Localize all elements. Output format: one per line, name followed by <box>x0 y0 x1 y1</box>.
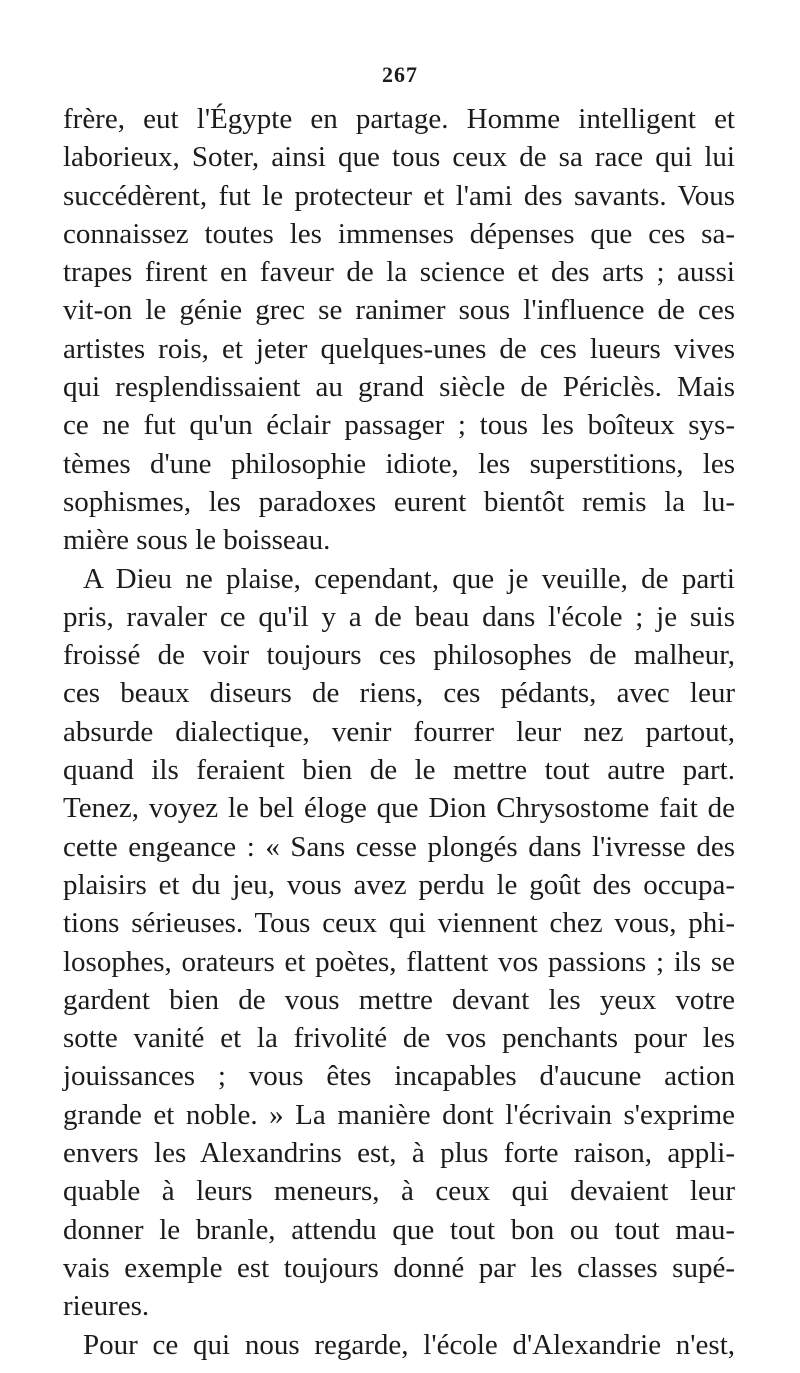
body-text <box>63 100 735 1364</box>
text-line: vais exemple est toujours donné par les classes supé- <box>63 1251 735 1284</box>
text-line: Tenez, voyez le bel éloge que Dion Chrysostome fait de <box>63 792 735 825</box>
text-line: ces beaux diseurs de riens, ces pédants, avec leur <box>63 677 735 710</box>
text-line: A Dieu ne plaise, cependant, que je veuille, de parti <box>83 562 735 595</box>
text-line: absurde dialectique, venir fourrer leur nez partout, <box>63 715 735 748</box>
text-line: Pour ce qui nous regarde, l'école d'Alexandrie n'est, <box>83 1328 735 1361</box>
text-line: tèmes d'une philosophie idiote, les superstitions, les <box>63 447 735 480</box>
text-line: quand ils feraient bien de le mettre tout autre part. <box>63 754 735 787</box>
text-line: laborieux, Soter, ainsi que tous ceux de sa race qui lui <box>63 141 735 174</box>
text-line: plaisirs et du jeu, vous avez perdu le goût des occupa- <box>63 868 735 901</box>
text-line: envers les Alexandrins est, à plus forte raison, appli- <box>63 1137 735 1170</box>
text-line: cette engeance : « Sans cesse plongés dans l'ivresse des <box>63 830 735 863</box>
text-line: succédèrent, fut le protecteur et l'ami des savants. Vous <box>63 179 735 212</box>
text-line: losophes, orateurs et poètes, flattent vos passions ; ils se <box>63 945 735 978</box>
text-line: connaissez toutes les immenses dépenses que ces sa- <box>63 217 735 250</box>
text-line: rieures. <box>63 1290 150 1323</box>
text-line: grande et noble. » La manière dont l'écrivain s'exprime <box>63 1098 735 1131</box>
text-line: gardent bien de vous mettre devant les yeux votre <box>63 983 735 1016</box>
text-line: artistes rois, et jeter quelques-unes de ces lueurs vives <box>63 332 735 365</box>
text-line: ce ne fut qu'un éclair passager ; tous les boîteux sys- <box>63 409 735 442</box>
text-line: jouissances ; vous êtes incapables d'aucune action <box>63 1060 735 1093</box>
page-number: 267 <box>382 62 418 87</box>
text-line: mière sous le boisseau. <box>63 524 331 557</box>
text-line: tions sérieuses. Tous ceux qui viennent chez vous, phi- <box>63 907 735 940</box>
text-line: sophismes, les paradoxes eurent bientôt remis la lu- <box>63 485 735 518</box>
text-line: qui resplendissaient au grand siècle de Périclès. Mais <box>63 371 735 404</box>
text-line: donner le branle, attendu que tout bon ou tout mau- <box>63 1213 735 1246</box>
text-line: froissé de voir toujours ces philosophes de malheur, <box>63 639 735 672</box>
text-line: pris, ravaler ce qu'il y a de beau dans l'école ; je suis <box>63 600 735 633</box>
text-line: frère, eut l'Égypte en partage. Homme intelligent et <box>63 103 735 135</box>
text-line: quable à leurs meneurs, à ceux qui devaient leur <box>63 1175 735 1208</box>
text-line: trapes firent en faveur de la science et des arts ; aussi <box>63 256 735 289</box>
text-line: vit-on le génie grec se ranimer sous l'influence de ces <box>63 294 735 327</box>
text-line: sotte vanité et la frivolité de vos penchants pour les <box>63 1022 735 1055</box>
